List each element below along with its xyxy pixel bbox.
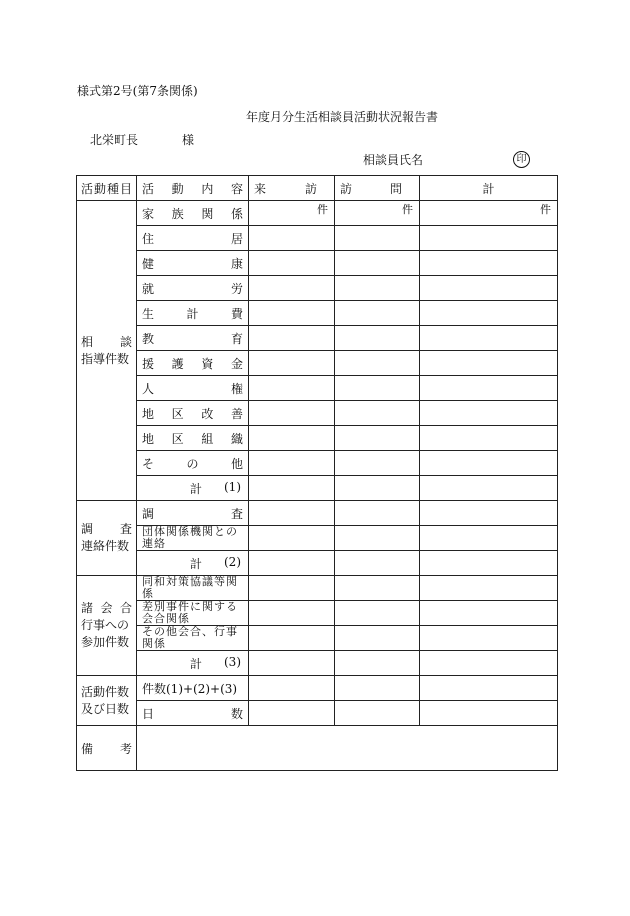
cell-visit-out[interactable] — [335, 376, 420, 401]
cell-total[interactable] — [420, 651, 558, 676]
cell-visit-out[interactable] — [335, 676, 420, 701]
table-row — [77, 451, 558, 476]
table-row — [77, 526, 558, 551]
table-row — [77, 726, 558, 771]
table-row — [77, 576, 558, 601]
row-label-district-organization: 地 区 組 織 — [137, 426, 249, 451]
cell-visit-in[interactable] — [249, 401, 335, 426]
cell-visit-in[interactable] — [249, 501, 335, 526]
table-row — [77, 326, 558, 351]
row-label-family: 家 族 関 係 — [137, 201, 249, 226]
cell-visit-in[interactable] — [249, 276, 335, 301]
row-label-education: 教 育 — [137, 326, 249, 351]
cell-visit-in[interactable] — [249, 226, 335, 251]
row-label-district-improvement: 地 区 改 善 — [137, 401, 249, 426]
table-row — [77, 476, 558, 501]
cell-visit-in[interactable] — [249, 426, 335, 451]
cell-visit-in[interactable] — [249, 701, 335, 726]
cell-total[interactable] — [420, 376, 558, 401]
table-row — [77, 501, 558, 526]
table-row — [77, 376, 558, 401]
section-activity-label: 活動件数 及び日数 — [77, 676, 137, 726]
title-year: 年度 — [246, 110, 271, 124]
cell-visit-out[interactable] — [335, 551, 420, 576]
header-row — [77, 176, 558, 201]
cell-visit-in[interactable] — [249, 676, 335, 701]
cell-visit-out[interactable] — [335, 451, 420, 476]
table-row — [77, 276, 558, 301]
cell-visit-in[interactable] — [249, 651, 335, 676]
cell-visit-out[interactable] — [335, 576, 420, 601]
table-row — [77, 301, 558, 326]
table-row — [77, 351, 558, 376]
cell-visit-in[interactable] — [249, 326, 335, 351]
cell-visit-in[interactable] — [249, 551, 335, 576]
cell-total[interactable] — [420, 551, 558, 576]
cell-visit-out[interactable] — [335, 651, 420, 676]
cell-total[interactable] — [420, 451, 558, 476]
counselor-name-label: 相談員氏名 — [363, 153, 424, 167]
form-number-label: 様式第2号(第7条関係) — [77, 84, 198, 98]
row-label-days: 日 数 — [137, 701, 249, 726]
header-visit-in: 来 訪 — [249, 176, 335, 201]
table-row — [77, 226, 558, 251]
row-label-dowa-council: 同和対策協議等関係 — [137, 576, 249, 601]
cell-visit-out[interactable] — [335, 326, 420, 351]
section-survey-label: 調 査 連絡件数 — [77, 501, 137, 576]
cell-visit-in[interactable]: 件 — [249, 201, 335, 226]
row-label-housing: 住 居 — [137, 226, 249, 251]
cell-total[interactable] — [420, 301, 558, 326]
cell-visit-in[interactable] — [249, 351, 335, 376]
cell-visit-out[interactable] — [335, 526, 420, 551]
row-label-employment: 就 労 — [137, 276, 249, 301]
row-label-other: そ の 他 — [137, 451, 249, 476]
row-label-subtotal-3: 計 (3) — [137, 651, 249, 676]
table-row — [77, 201, 558, 226]
document-title: 月分生活相談員活動状況報告書 — [270, 110, 439, 124]
section-consult-label: 相 談 指導件数 — [77, 201, 137, 501]
cell-total[interactable] — [420, 601, 558, 626]
cell-visit-out[interactable] — [335, 276, 420, 301]
header-visit-out: 訪 問 — [335, 176, 420, 201]
header-content: 活 動 内 容 — [137, 176, 249, 201]
cell-visit-out[interactable] — [335, 626, 420, 651]
cell-visit-out[interactable] — [335, 301, 420, 326]
remarks-label: 備 考 — [77, 726, 137, 771]
table-row — [77, 651, 558, 676]
addressee-honorific: 様 — [182, 133, 195, 147]
table-row — [77, 426, 558, 451]
cell-visit-in[interactable] — [249, 251, 335, 276]
cell-total[interactable] — [420, 676, 558, 701]
cell-visit-in[interactable] — [249, 376, 335, 401]
cell-total[interactable] — [420, 501, 558, 526]
row-label-survey: 調 査 — [137, 501, 249, 526]
report-table — [76, 175, 558, 771]
cell-total[interactable] — [420, 326, 558, 351]
row-label-liaison: 団体関係機関との連絡 — [137, 526, 249, 551]
cell-visit-in[interactable] — [249, 301, 335, 326]
cell-visit-in[interactable] — [249, 576, 335, 601]
row-label-subtotal-1: 計 (1) — [137, 476, 249, 501]
cell-total[interactable] — [420, 701, 558, 726]
cell-total[interactable] — [420, 226, 558, 251]
cell-total[interactable] — [420, 251, 558, 276]
cell-visit-out[interactable] — [335, 401, 420, 426]
table-row — [77, 701, 558, 726]
header-category: 活 動 種 目 — [77, 176, 137, 201]
table-row — [77, 251, 558, 276]
row-label-other-meetings: その他会合、行事関係 — [137, 626, 249, 651]
cell-visit-in[interactable] — [249, 476, 335, 501]
addressee: 北栄町長 — [90, 133, 139, 147]
cell-visit-out[interactable] — [335, 251, 420, 276]
cell-visit-in[interactable] — [249, 526, 335, 551]
table-row — [77, 401, 558, 426]
table-row — [77, 551, 558, 576]
row-label-discrimination-meetings: 差別事件に関する会合関係 — [137, 601, 249, 626]
remarks-field[interactable] — [137, 726, 558, 771]
cell-visit-in[interactable] — [249, 451, 335, 476]
cell-total[interactable]: 件 — [420, 201, 558, 226]
cell-visit-out[interactable] — [335, 701, 420, 726]
section-meetings-label: 諸 会 合 行事への 参加件数 — [77, 576, 137, 676]
cell-total[interactable] — [420, 476, 558, 501]
cell-total[interactable] — [420, 401, 558, 426]
cell-visit-out[interactable] — [335, 501, 420, 526]
cell-visit-out[interactable] — [335, 476, 420, 501]
cell-total[interactable] — [420, 276, 558, 301]
cell-total[interactable] — [420, 526, 558, 551]
seal-mark-icon: 印 — [513, 151, 530, 168]
row-label-subtotal-2: 計 (2) — [137, 551, 249, 576]
cell-visit-out[interactable] — [335, 351, 420, 376]
row-label-total-count: 件数(1)+(2)+(3) — [137, 676, 249, 701]
cell-visit-in[interactable] — [249, 626, 335, 651]
cell-visit-out[interactable] — [335, 426, 420, 451]
cell-total[interactable] — [420, 426, 558, 451]
cell-total[interactable] — [420, 351, 558, 376]
cell-visit-out[interactable] — [335, 226, 420, 251]
table-row — [77, 676, 558, 701]
header-total: 計 — [420, 176, 558, 201]
table-row — [77, 626, 558, 651]
cell-visit-in[interactable] — [249, 601, 335, 626]
cell-visit-out[interactable]: 件 — [335, 201, 420, 226]
row-label-relief-funds: 援 護 資 金 — [137, 351, 249, 376]
table-row — [77, 601, 558, 626]
cell-total[interactable] — [420, 576, 558, 601]
row-label-living-costs: 生 計 費 — [137, 301, 249, 326]
cell-visit-out[interactable] — [335, 601, 420, 626]
row-label-health: 健 康 — [137, 251, 249, 276]
cell-total[interactable] — [420, 626, 558, 651]
row-label-human-rights: 人 権 — [137, 376, 249, 401]
